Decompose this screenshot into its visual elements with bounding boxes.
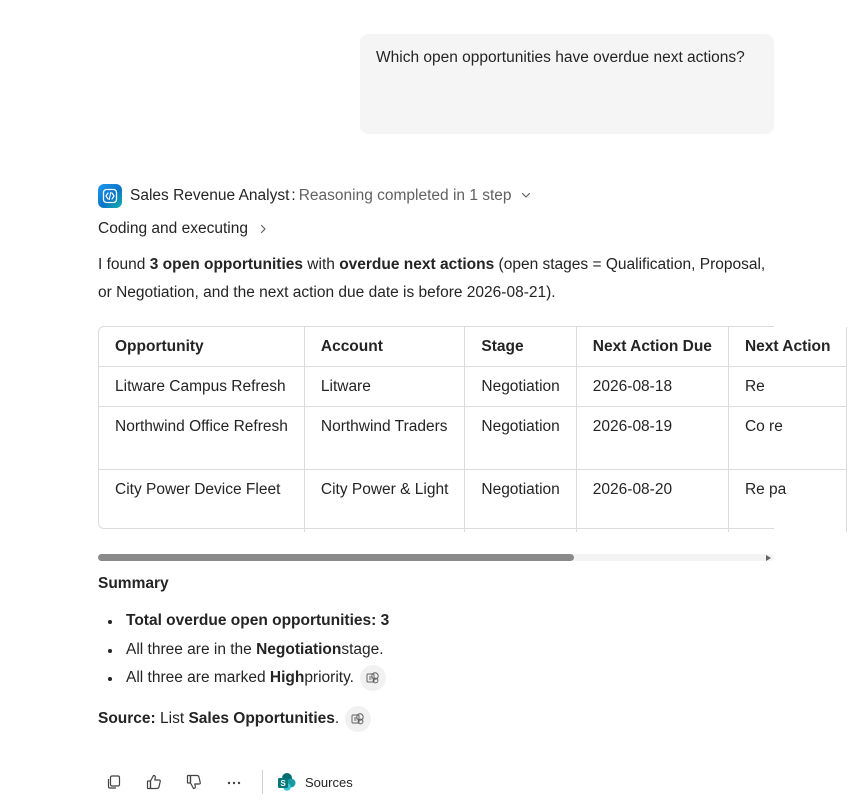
reasoning-toggle[interactable]: [299, 187, 531, 205]
source-label: Source:: [98, 710, 156, 727]
cell-account: Litware: [304, 367, 465, 407]
svg-text:S: S: [280, 779, 286, 788]
scrollbar-thumb[interactable]: [98, 554, 574, 561]
intro-text-1: I found: [98, 256, 150, 273]
list-item: [98, 607, 389, 636]
table-header-row: [99, 327, 847, 367]
header-opportunity: Opportunity: [99, 327, 304, 367]
chevron-right-icon: [258, 224, 268, 234]
source-list-name: Sales Opportunities: [188, 710, 335, 727]
user-message-bubble: [360, 34, 774, 134]
agent-name: Sales Revenue Analyst: [130, 187, 290, 204]
source-text: List: [155, 710, 189, 727]
agent-separator: :: [291, 187, 296, 204]
summary-item-2-bold: Negotiation: [256, 640, 342, 658]
header-account: Account: [304, 327, 465, 367]
cell-opportunity: Northwind Office Refresh: [99, 407, 304, 470]
agent-header: [98, 184, 531, 208]
intro-bold-2: overdue next actions: [339, 256, 495, 273]
results-table: [99, 327, 847, 532]
header-next-action-due: Next Action Due: [576, 327, 728, 367]
cell-account: Northwind Traders: [304, 407, 465, 470]
copy-icon: [106, 774, 122, 790]
header-next-action: Next Action: [728, 327, 847, 367]
toolbar-divider: [262, 770, 263, 794]
cell-opportunity: City Power Device Fleet: [99, 470, 304, 533]
cell-next-action: Re: [728, 367, 847, 407]
chevron-down-icon: [521, 190, 531, 200]
response-intro: [98, 251, 774, 307]
intro-text-3: (open stages = Qualification, Proposal, or Negotiation, and the next action due date is before 2026-08-21).: [98, 256, 766, 301]
summary-item-1: Total overdue open opportunities: 3: [126, 612, 390, 630]
summary-item-3-text: All three are marked: [126, 669, 266, 687]
copy-button[interactable]: [98, 766, 130, 798]
table-row: [99, 367, 847, 407]
more-icon: [226, 774, 242, 790]
intro-bold-1: 3 open opportunities: [149, 256, 303, 273]
sources-button[interactable]: [277, 766, 353, 798]
thumbs-down-icon: [185, 773, 203, 791]
more-button[interactable]: [218, 766, 250, 798]
agent-logo-icon: [98, 184, 122, 208]
response-toolbar: [98, 766, 353, 798]
summary-heading: Summary: [98, 575, 169, 592]
coding-executing-toggle[interactable]: [98, 217, 268, 241]
user-message-text: Which open opportunities have overdue next actions?: [376, 49, 745, 66]
cell-next-action: Re pa: [728, 470, 847, 533]
reasoning-label: Reasoning completed in 1 step: [298, 187, 512, 204]
source-line: [98, 706, 371, 732]
summary-item-2-text: All three are in the: [126, 640, 252, 658]
source-end: .: [334, 710, 340, 727]
thumbs-up-icon: [145, 773, 163, 791]
cell-account: City Power & Light: [304, 470, 465, 533]
summary-item-3-end: priority.: [304, 669, 354, 687]
sharepoint-icon: [277, 772, 297, 792]
scroll-right-arrow-icon[interactable]: [766, 555, 771, 561]
summary-item-3-bold: High: [269, 669, 305, 687]
cell-opportunity: Litware Campus Refresh: [99, 367, 304, 407]
cell-stage: Negotiation: [465, 407, 576, 470]
table-horizontal-scrollbar[interactable]: [98, 554, 774, 561]
cell-stage: Negotiation: [465, 367, 576, 407]
results-table-container[interactable]: [98, 326, 831, 529]
cell-stage: Negotiation: [465, 470, 576, 533]
cell-next-action-due: 2026-08-18: [576, 367, 728, 407]
cell-next-action: Co re: [728, 407, 847, 470]
header-stage: Stage: [465, 327, 576, 367]
citation-icon[interactable]: [360, 665, 386, 691]
list-item: [98, 664, 389, 693]
dislike-button[interactable]: [178, 766, 210, 798]
table-row: [99, 407, 847, 470]
intro-text-2: with: [303, 256, 340, 273]
list-item: [98, 636, 389, 665]
coding-label: Coding and executing: [98, 220, 248, 237]
citation-icon[interactable]: [345, 706, 371, 732]
cell-next-action-due: 2026-08-19: [576, 407, 728, 470]
summary-item-2-end: stage.: [341, 640, 384, 658]
like-button[interactable]: [138, 766, 170, 798]
table-row: [99, 470, 847, 533]
sources-label: Sources: [305, 774, 353, 790]
cell-next-action-due: 2026-08-20: [576, 470, 728, 533]
summary-list: [98, 607, 389, 693]
